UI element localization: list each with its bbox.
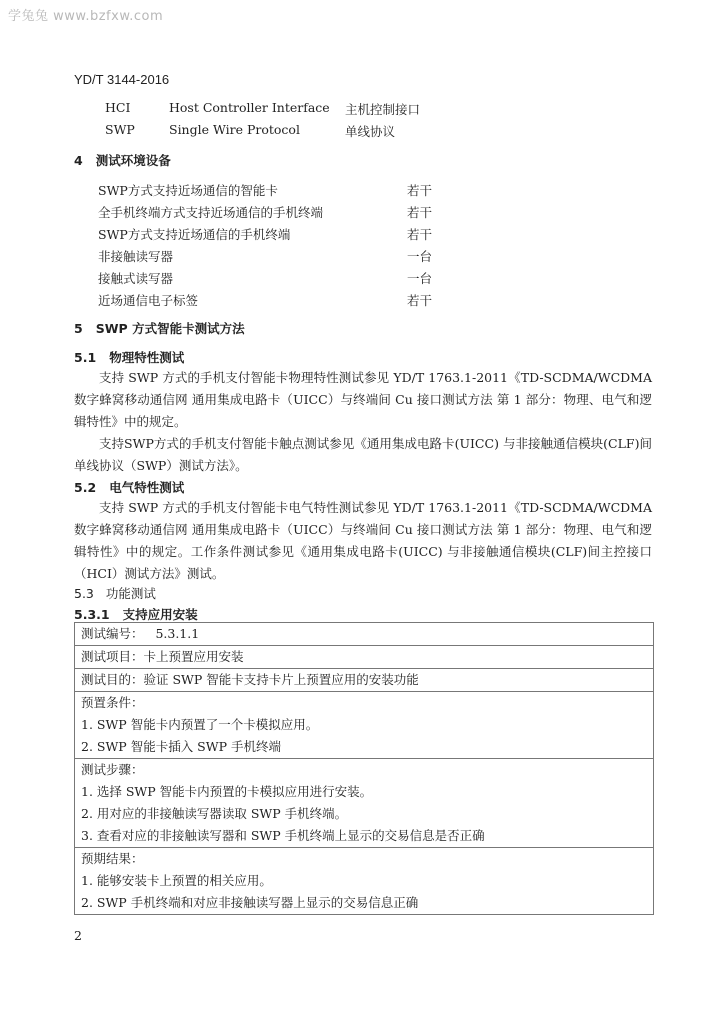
equipment-qty: 若干 (406, 293, 432, 308)
test-number-value: 5.3.1.1 (155, 626, 200, 641)
section-title: 功能测试 (105, 586, 156, 601)
abbr-term: HCI (105, 100, 131, 115)
list-item: 1. SWP 智能卡内预置了一个卡模拟应用。 (81, 717, 319, 732)
table-row (75, 848, 654, 915)
section-number: 4 (74, 153, 83, 168)
equipment-name: SWP方式支持近场通信的智能卡 (98, 183, 278, 198)
list-item: 3. 查看对应的非接触读写器和 SWP 手机终端上显示的交易信息是否正确 (81, 828, 485, 843)
list-item: 1. 选择 SWP 智能卡内预置的卡模拟应用进行安装。 (81, 784, 373, 799)
abbr-english: Host Controller Interface (169, 100, 330, 115)
abbr-chinese: 主机控制接口 (345, 102, 421, 117)
equipment-name: 全手机终端方式支持近场通信的手机终端 (98, 205, 324, 220)
equipment-name: 接触式读写器 (98, 271, 174, 286)
table-row (75, 692, 654, 759)
section-title: 物理特性测试 (109, 350, 185, 365)
section-5-3-heading (74, 584, 156, 602)
section-4-heading (74, 151, 171, 169)
list-item: 2. 用对应的非接触读写器读取 SWP 手机终端。 (81, 806, 348, 821)
preconditions-label: 预置条件： (81, 695, 144, 710)
abbr-chinese: 单线协议 (345, 124, 396, 139)
list-item: 1. 能够安装卡上预置的相关应用。 (81, 873, 272, 888)
section-number: 5.3.1 (74, 607, 110, 622)
equipment-qty: 若干 (406, 227, 432, 242)
table-row (75, 623, 654, 646)
abbr-term: SWP (105, 122, 135, 137)
equipment-name: 非接触读写器 (98, 249, 174, 264)
section-title: 电气特性测试 (109, 480, 185, 495)
equipment-qty: 一台 (406, 271, 432, 286)
test-purpose-cell (75, 669, 654, 692)
document-id-header: YD/T 3144-2016 (74, 72, 170, 87)
equipment-name: SWP方式支持近场通信的手机终端 (98, 227, 291, 242)
steps-cell (75, 759, 654, 848)
section-title: SWP 方式智能卡测试方法 (95, 321, 245, 336)
watermark: 学兔兔 www.bzfxw.com (8, 9, 164, 24)
equipment-qty: 若干 (406, 205, 432, 220)
equipment-name: 近场通信电子标签 (98, 293, 199, 308)
preconditions-cell (75, 692, 654, 759)
steps-label: 测试步骤： (81, 762, 144, 777)
test-case-table (74, 622, 654, 915)
equipment-qty: 一台 (406, 249, 432, 264)
section-number: 5.1 (74, 350, 97, 365)
section-number: 5.2 (74, 480, 97, 495)
test-number-cell (75, 623, 654, 646)
test-purpose: 测试目的：验证 SWP 智能卡支持卡片上预置应用的安装功能 (81, 672, 419, 687)
page-number: 2 (74, 928, 82, 943)
paragraph: 支持SWP方式的手机支付智能卡触点测试参见《通用集成电路卡(UICC) 与非接触通信模块(CLF)间单线协议（SWP）测试方法》。 (74, 436, 652, 473)
results-cell (75, 848, 654, 915)
section-5-heading (74, 319, 245, 337)
list-item: 2. SWP 手机终端和对应非接触读写器上显示的交易信息正确 (81, 895, 419, 910)
section-number: 5 (74, 321, 83, 336)
table-row (75, 669, 654, 692)
section-5-1-heading (74, 348, 184, 366)
test-item-cell (75, 646, 654, 669)
test-number (81, 623, 647, 645)
section-5-2-heading (74, 478, 184, 496)
paragraph: 支持 SWP 方式的手机支付智能卡电气特性测试参见 YD/T 1763.1-2011《TD-SCDMA/WCDMA 数字蜂窝移动通信网 通用集成电路卡（UICC）与终端间 Cu 接口测试方法 第 1 部分：物理、电气和逻辑特性》中的规定。工作条件测试参见《通用集成电路卡(UICC) 与非接触通信模块(CLF)间主控接口（HCI）测试方法》测试。 (74, 500, 652, 581)
table-row (75, 646, 654, 669)
list-item: 2. SWP 智能卡插入 SWP 手机终端 (81, 739, 281, 754)
paragraph: 支持 SWP 方式的手机支付智能卡物理特性测试参见 YD/T 1763.1-2011《TD-SCDMA/WCDMA 数字蜂窝移动通信网 通用集成电路卡（UICC）与终端间 Cu 接口测试方法 第 1 部分：物理、电气和逻辑特性》中的规定。 (74, 370, 652, 429)
test-item: 测试项目：卡上预置应用安装 (81, 649, 244, 664)
section-number: 5.3 (74, 586, 94, 601)
test-number-label: 测试编号： (81, 626, 144, 641)
section-title: 测试环境设备 (95, 153, 171, 168)
section-5-3-1-heading (74, 605, 198, 623)
table-row (75, 759, 654, 848)
section-title: 支持应用安装 (122, 607, 198, 622)
equipment-qty: 若干 (406, 183, 432, 198)
abbr-english: Single Wire Protocol (169, 122, 300, 137)
results-label: 预期结果： (81, 851, 144, 866)
